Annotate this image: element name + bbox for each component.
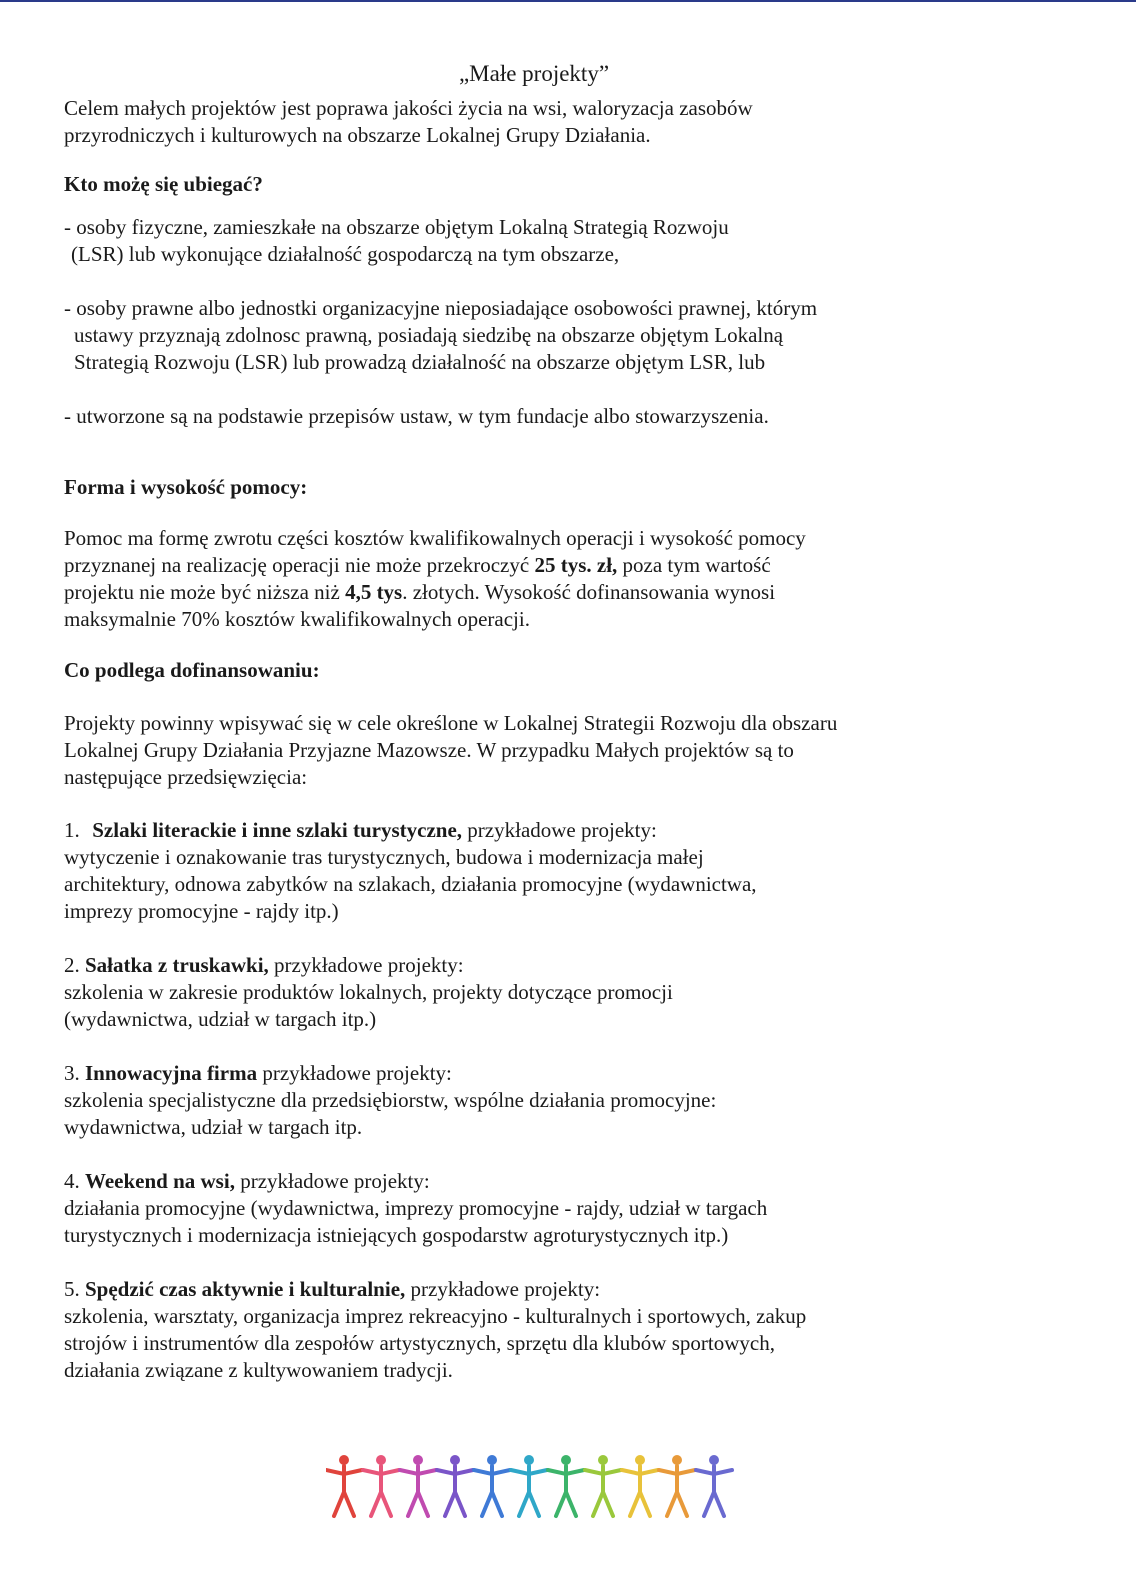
who-item-line: - utworzone są na podstawie przepisów ustaw, w tym fundacje albo stowarzyszenia. [64,404,769,428]
form-paragraph [64,525,1074,633]
form-heading: Forma i wysokość pomocy: [64,475,308,499]
min-amount: 4,5 tys [345,580,403,604]
figure-icon [585,1455,621,1516]
who-heading: Kto możę się ubiegać? [64,172,263,196]
figure-icon [474,1455,510,1516]
project-desc-line: działania promocyjne (wydawnictwa, imprezy promocyjne - rajdy, udział w targach [64,1196,768,1220]
project-number: 5. [64,1277,80,1301]
project-desc-line: szkolenia specjalistyczne dla przedsiębiorstw, wspólne działania promocyjne: [64,1088,717,1112]
project-item [64,1060,1074,1141]
co-heading: Co podlega dofinansowaniu: [64,658,320,682]
who-item [64,214,1074,268]
max-amount: 25 tys. zł, [534,553,618,577]
figure-icon [400,1455,436,1516]
co-line: następujące przedsięwzięcia: [64,765,308,789]
document-page [64,60,1074,1411]
form-text: projektu nie może być niższa niż [64,580,346,604]
project-title [64,952,1074,979]
co-line: Projekty powinny wpisywać się w cele określone w Lokalnej Strategii Rozwoju dla obszaru [64,711,838,735]
project-number: 4. [64,1169,80,1193]
figure-icon [363,1455,399,1516]
who-item-line: (LSR) lub wykonujące działalność gospodarczą na tym obszarze, [71,242,620,266]
project-number: 2. [64,953,80,977]
project-desc-line: szkolenia w zakresie produktów lokalnych, projekty dotyczące promocji [64,980,673,1004]
project-suffix: przykładowe projekty: [234,1169,430,1193]
co-paragraph [64,710,1074,791]
project-title [64,1276,1074,1303]
project-desc-line: turystycznych i modernizacja istniejących gospodarstw agroturystycznych itp.) [64,1223,729,1247]
project-suffix: przykładowe projekty: [268,953,464,977]
project-desc-line: szkolenia, warsztaty, organizacja imprez rekreacyjno - kulturalnych i sportowych, zakup [64,1304,807,1328]
intro-paragraph [64,95,1074,149]
form-text: poza tym wartość [617,553,771,577]
project-suffix: przykładowe projekty: [257,1061,452,1085]
holding-hands-figures-illustration [326,1452,740,1522]
project-title [64,817,1074,844]
project-suffix: przykładowe projekty: [462,818,657,842]
project-desc-line: strojów i instrumentów dla zespołów artystycznych, sprzętu dla klubów sportowych, [64,1331,775,1355]
figure-icon [548,1455,584,1516]
who-item-line: - osoby fizyczne, zamieszkałe na obszarze objętym Lokalną Strategią Rozwoju [64,215,729,239]
project-name: Sałatka z truskawki, [85,953,269,977]
project-name: Szlaki literackie i inne szlaki turystyczne, [92,818,463,842]
who-list [64,214,1074,430]
project-number: 3. [64,1061,80,1085]
form-line: maksymalnie 70% kosztów kwalifikowalnych operacji. [64,607,530,631]
project-number: 1. [64,818,80,842]
who-item-line: Strategią Rozwoju (LSR) lub prowadzą działalność na obszarze objętym LSR, lub [74,350,766,374]
who-item-line: - osoby prawne albo jednostki organizacyjne nieposiadające osobowości prawnej, którym [64,296,818,320]
project-desc-line: (wydawnictwa, udział w targach itp.) [64,1007,377,1031]
project-desc-line: architektury, odnowa zabytków na szlakach, działania promocyjne (wydawnictwa, [64,872,757,896]
project-suffix: przykładowe projekty: [405,1277,601,1301]
form-text: . złotych. Wysokość dofinansowania wynosi [402,580,776,604]
top-border-line [0,0,1136,2]
form-line [64,579,1074,606]
project-desc-line: imprezy promocyjne - rajdy itp.) [64,899,339,923]
project-title [64,1060,1074,1087]
intro-line: Celem małych projektów jest poprawa jakości życia na wsi, waloryzacja zasobów [64,96,753,120]
project-desc-line: wydawnictwa, udział w targach itp. [64,1115,363,1139]
project-item [64,1276,1074,1384]
form-line [64,552,1074,579]
project-desc-line: działania związane z kultywowaniem tradycji. [64,1358,453,1382]
project-name: Weekend na wsi, [85,1169,235,1193]
project-title [64,1168,1074,1195]
intro-line: przyrodniczych i kulturowych na obszarze Lokalnej Grupy Działania. [64,123,651,147]
project-name: Innowacyjna firma [85,1061,258,1085]
project-item [64,817,1074,925]
figure-icon [622,1455,658,1516]
figure-icon [659,1455,695,1516]
document-title: „Małe projekty” [458,61,610,86]
who-item [64,295,1074,376]
project-name: Spędzić czas aktywnie i kulturalnie, [85,1277,406,1301]
figure-icon [326,1455,362,1516]
project-desc-line: wytyczenie i oznakowanie tras turystycznych, budowa i modernizacja małej [64,845,704,869]
project-item [64,1168,1074,1249]
figure-icon [696,1455,732,1516]
form-line: Pomoc ma formę zwrotu części kosztów kwalifikowalnych operacji i wysokość pomocy [64,526,806,550]
who-item [64,403,1074,430]
form-text: przyznanej na realizację operacji nie może przekroczyć [64,553,535,577]
who-item-line: ustawy przyznają zdolnosc prawną, posiadają siedzibę na obszarze objętym Lokalną [74,323,784,347]
figure-icon [437,1455,473,1516]
figure-icon [511,1455,547,1516]
project-item [64,952,1074,1033]
co-line: Lokalnej Grupy Działania Przyjazne Mazowsze. W przypadku Małych projektów są to [64,738,794,762]
